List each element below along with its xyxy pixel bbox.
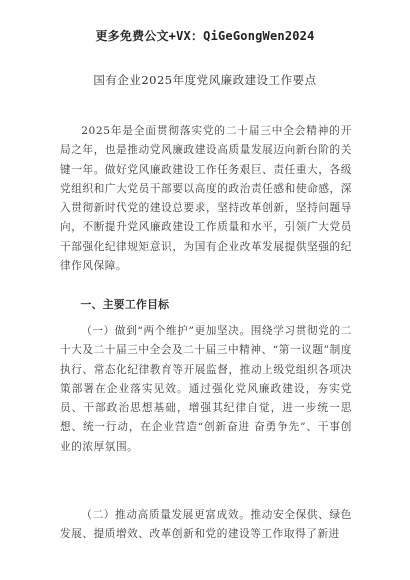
- goal-item-2: （二）推动高质量发展更富成效。推动安全保供、绿色发展、提质增效、改革创新和党的建设等工作取得了新进: [60, 509, 352, 541]
- intro-paragraph: 2025年是全面贯彻落实党的二十届三中全会精神的开局之年，也是推动党风廉政建设高质量发展迈向新台阶的关键一年。做好党风廉政建设工作任务艰巨、责任重大，各级党组织和广大党员干部要以高度的政治责任感和使命感，深入贯彻新时代党的建设总要求，坚持改革创新，坚持问题导向，不断提升党风廉政建设工作质量和水平，引领广大党员干部强化纪律规矩意识，为国有企业改革发展提供坚强的纪律作风保障。: [60, 125, 352, 273]
- section-heading-goals: 一、主要工作目标: [80, 298, 170, 311]
- promo-banner-text: 更多免费公文+VX：QiGeGongWen2024: [95, 29, 315, 43]
- document-title: 国有企业2025年度党风廉政建设工作要点: [93, 73, 317, 87]
- goal-item-1: （一）做到“两个维护”更加坚决。围绕学习贯彻党的二十大及二十届三中全会及二十届三中精神、“第一议题”制度执行、常态化纪律教育等开展监督，推动上级党组织各项决策部署在企业落实见效。通过强化党风廉政建设，夯实党员、干部政治思想基础，增强其纪律自觉，进一步统一思想、统一行动，在企业营造“创新奋进 奋勇争先”、干事创业的浓厚氛围。: [60, 325, 352, 453]
